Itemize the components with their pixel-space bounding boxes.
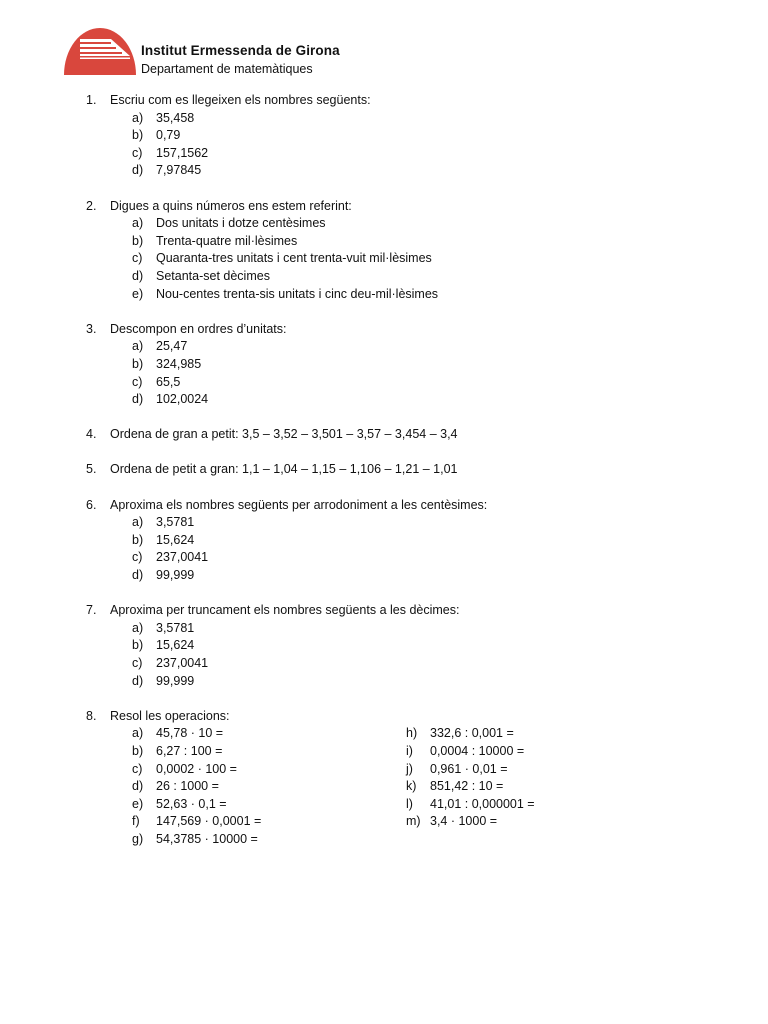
item-text: 25,47	[156, 339, 188, 354]
question-text: Descompon en ordres d’unitats:	[110, 321, 287, 336]
answer-item	[406, 761, 535, 779]
item-text: 99,999	[156, 673, 195, 688]
item-letter: c)	[132, 374, 143, 389]
question-text: Digues a quins números ens estem referint:	[110, 198, 352, 213]
question-3	[86, 321, 726, 409]
question-text: Aproxima per truncament els nombres següents a les dècimes:	[110, 603, 460, 618]
question-number: 7.	[86, 603, 97, 618]
answer-item	[132, 743, 406, 761]
item-letter: d)	[132, 163, 144, 178]
question-4	[86, 426, 726, 444]
answer-item	[132, 761, 406, 779]
answer-item	[406, 743, 535, 761]
item-letter: b)	[132, 128, 144, 143]
item-text: 0,79	[156, 128, 181, 143]
item-text: 41,01 : 0,000001 =	[430, 796, 535, 811]
question-text: Ordena de petit a gran: 1,1 – 1,04 – 1,15 – 1,106 – 1,21 – 1,01	[110, 462, 458, 477]
item-letter: d)	[132, 568, 144, 583]
item-letter: a)	[132, 620, 144, 635]
question-2	[86, 198, 726, 304]
item-letter: a)	[132, 216, 144, 231]
item-text: Trenta-quatre mil·lèsimes	[156, 233, 298, 248]
item-text: 3,5781	[156, 620, 195, 635]
answer-item	[132, 532, 726, 550]
item-letter: h)	[406, 726, 418, 741]
answer-item	[132, 215, 726, 233]
answer-item	[132, 813, 406, 831]
question-header	[86, 602, 726, 620]
answer-item	[132, 286, 726, 304]
item-text: 7,97845	[156, 163, 202, 178]
item-letter: a)	[132, 339, 144, 354]
item-letter: m)	[406, 814, 421, 829]
question-header	[86, 92, 726, 110]
item-letter: c)	[132, 550, 143, 565]
item-letter: c)	[132, 145, 143, 160]
answer-item	[132, 620, 726, 638]
answer-item	[406, 813, 535, 831]
sub-items	[132, 215, 726, 303]
sub-items	[132, 338, 726, 408]
answer-item	[132, 831, 406, 849]
item-text: 52,63 · 0,1 =	[156, 796, 227, 811]
item-text: 26 : 1000 =	[156, 779, 219, 794]
item-text: 332,6 : 0,001 =	[430, 726, 514, 741]
spacer	[86, 303, 726, 321]
answer-item	[132, 637, 726, 655]
item-text: 324,985	[156, 356, 202, 371]
question-number: 1.	[86, 93, 97, 107]
answer-item	[132, 268, 726, 286]
item-text: 3,5781	[156, 515, 195, 530]
item-letter: e)	[132, 286, 144, 301]
item-text: 0,0004 : 10000 =	[430, 743, 525, 758]
item-text: 45,78 · 10 =	[156, 726, 224, 741]
operations-columns	[132, 725, 726, 848]
item-letter: a)	[132, 515, 144, 530]
answer-item	[132, 233, 726, 251]
question-8	[86, 708, 726, 849]
item-letter: a)	[132, 726, 144, 741]
question-header	[86, 461, 726, 479]
item-text: 237,0041	[156, 550, 209, 565]
spacer	[86, 444, 726, 462]
sub-items	[132, 110, 726, 180]
spacer	[86, 479, 726, 497]
item-letter: b)	[132, 233, 144, 248]
answer-item	[132, 374, 726, 392]
question-number: 4.	[86, 427, 97, 442]
question-text: Aproxima els nombres següents per arrodoniment a les centèsimes:	[110, 497, 488, 512]
answer-item	[406, 725, 535, 743]
item-text: 15,624	[156, 532, 195, 547]
item-text: 237,0041	[156, 656, 209, 670]
item-text: 54,3785 · 10000 =	[156, 831, 258, 846]
item-text: Quaranta-tres unitats i cent trenta-vuit mil·lèsimes	[156, 251, 432, 266]
item-text: 0,961 · 0,01 =	[430, 761, 508, 776]
answer-item	[132, 127, 726, 145]
item-letter: c)	[132, 656, 143, 670]
spacer	[86, 585, 726, 603]
item-letter: d)	[132, 673, 144, 688]
answer-item	[132, 162, 726, 180]
answer-item	[406, 778, 535, 796]
item-letter: b)	[132, 638, 144, 653]
item-text: 102,0024	[156, 392, 209, 407]
question-number: 6.	[86, 497, 97, 512]
question-number: 8.	[86, 708, 97, 723]
item-text: 35,458	[156, 110, 195, 125]
item-letter: k)	[406, 779, 417, 794]
question-1	[86, 92, 726, 180]
item-text: Dos unitats i dotze centèsimes	[156, 216, 326, 231]
answer-item	[132, 725, 406, 743]
item-text: 851,42 : 10 =	[430, 779, 504, 794]
department-name: Departament de matemàtiques	[141, 62, 313, 76]
answer-item	[132, 655, 726, 673]
answer-item	[132, 391, 726, 409]
question-text: Escriu com es llegeixen els nombres següents:	[110, 93, 371, 107]
school-logo	[64, 28, 136, 75]
item-text: 65,5	[156, 374, 181, 389]
question-7	[86, 602, 726, 690]
item-letter: d)	[132, 268, 144, 283]
item-text: 147,569 · 0,0001 =	[156, 814, 262, 829]
document-header	[64, 28, 464, 76]
item-text: 6,27 : 100 =	[156, 743, 223, 758]
item-letter: l)	[406, 796, 413, 811]
item-letter: c)	[132, 251, 143, 266]
answer-item	[406, 796, 535, 814]
item-text: 0,0002 · 100 =	[156, 761, 237, 776]
answer-item	[132, 796, 406, 814]
spacer	[86, 409, 726, 427]
question-header	[86, 708, 726, 726]
answer-item	[132, 356, 726, 374]
item-letter: a)	[132, 110, 144, 125]
sub-items	[132, 620, 726, 690]
question-text: Ordena de gran a petit: 3,5 – 3,52 – 3,501 – 3,57 – 3,454 – 3,4	[110, 427, 458, 442]
item-text: 15,624	[156, 638, 195, 653]
item-text: 99,999	[156, 568, 195, 583]
spacer	[86, 690, 726, 708]
question-number: 3.	[86, 321, 97, 336]
question-header	[86, 426, 726, 444]
item-text: 3,4 · 1000 =	[430, 814, 498, 829]
answer-item	[132, 673, 726, 691]
question-5	[86, 461, 726, 479]
sub-items	[132, 514, 726, 584]
item-letter: f)	[132, 814, 140, 829]
answer-item	[132, 514, 726, 532]
answer-item	[132, 110, 726, 128]
question-header	[86, 497, 726, 515]
item-letter: c)	[132, 761, 143, 776]
item-letter: b)	[132, 356, 144, 371]
item-letter: b)	[132, 743, 144, 758]
answer-item	[132, 567, 726, 585]
item-letter: i)	[406, 743, 413, 758]
question-number: 5.	[86, 462, 97, 477]
item-letter: d)	[132, 392, 144, 407]
operations-right-column	[406, 725, 535, 848]
answer-item	[132, 778, 406, 796]
answer-item	[132, 250, 726, 268]
exercise-list	[86, 92, 726, 849]
question-number: 2.	[86, 198, 97, 213]
answer-item	[132, 549, 726, 567]
spacer	[86, 180, 726, 198]
answer-item	[132, 145, 726, 163]
question-text: Resol les operacions:	[110, 708, 230, 723]
item-letter: j)	[406, 761, 413, 776]
answer-item	[132, 338, 726, 356]
institution-name: Institut Ermessenda de Girona	[141, 43, 340, 58]
question-header	[86, 321, 726, 339]
item-letter: g)	[132, 831, 144, 846]
operations-left-column	[132, 725, 406, 848]
item-letter: b)	[132, 532, 144, 547]
item-text: Nou-centes trenta-sis unitats i cinc deu-mil·lèsimes	[156, 286, 439, 301]
item-text: 157,1562	[156, 145, 209, 160]
question-6	[86, 497, 726, 585]
item-text: Setanta-set dècimes	[156, 268, 270, 283]
question-header	[86, 198, 726, 216]
item-letter: d)	[132, 779, 144, 794]
item-letter: e)	[132, 796, 144, 811]
